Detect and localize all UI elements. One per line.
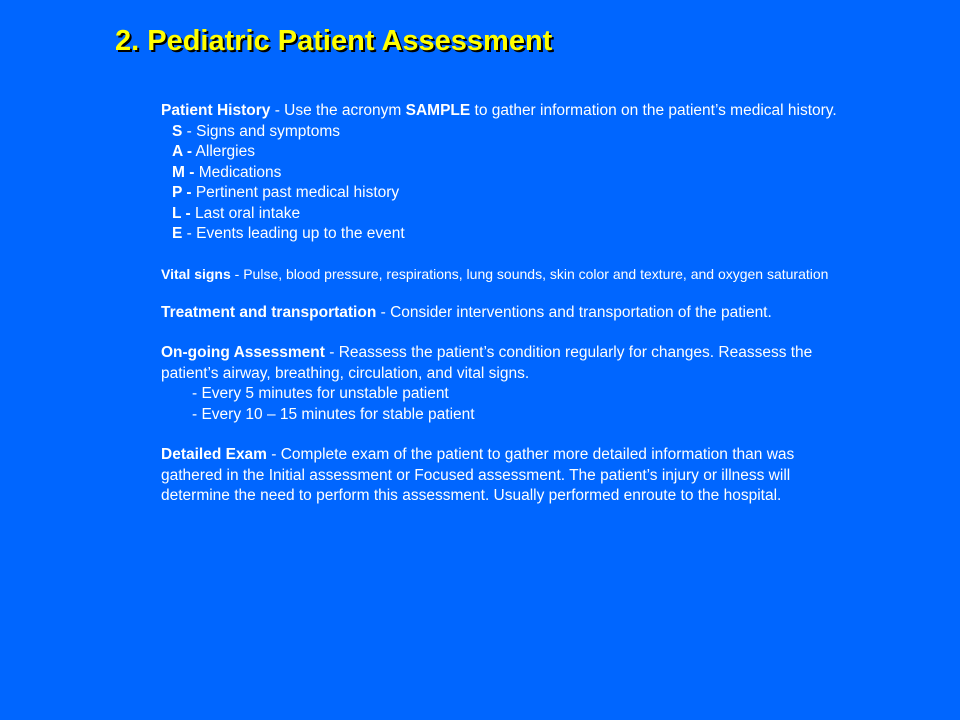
sample-item-m <box>172 163 856 184</box>
sample-sep: - <box>182 122 197 140</box>
treatment-text: - Consider interventions and transportation of the patient. <box>376 303 772 321</box>
sample-letter: L - <box>172 204 191 222</box>
sample-text: Events leading up to the event <box>196 225 405 242</box>
ongoing-item-stable: - Every 10 – 15 minutes for stable patient <box>192 405 475 423</box>
ongoing-assessment-list <box>161 384 856 425</box>
sample-letter: P - <box>172 184 192 201</box>
slide-title: 2. Pediatric Patient Assessment <box>115 25 553 57</box>
sample-sep: - <box>182 225 197 242</box>
sample-text: Medications <box>198 163 282 181</box>
sample-item-s <box>172 122 856 143</box>
sample-list <box>161 122 856 245</box>
patient-history-text-after: to gather information on the patient’s medical history. <box>470 102 837 119</box>
detailed-exam-paragraph <box>161 445 856 507</box>
sample-letter: E <box>172 225 183 242</box>
sample-acronym: SAMPLE <box>405 102 471 119</box>
ongoing-assessment-paragraph <box>161 343 856 384</box>
detailed-exam-section <box>161 445 856 507</box>
vital-signs-paragraph <box>161 265 856 283</box>
sample-letter: M - <box>172 163 195 181</box>
sample-letter: A - <box>172 143 193 160</box>
ongoing-item-unstable: - Every 5 minutes for unstable patient <box>192 385 449 402</box>
slide-content <box>161 101 856 527</box>
sample-text: Allergies <box>195 143 255 160</box>
sample-letter: S <box>172 122 183 140</box>
patient-history-intro <box>161 101 856 122</box>
sample-item-a <box>172 142 856 163</box>
treatment-paragraph <box>161 303 856 324</box>
patient-history-heading: Patient History <box>161 102 271 119</box>
vital-signs-heading: Vital signs <box>161 265 231 282</box>
treatment-section <box>161 303 856 324</box>
patient-history-section <box>161 101 856 245</box>
sample-text: Signs and symptoms <box>196 122 340 140</box>
sample-item-p <box>172 183 856 204</box>
sample-item-l <box>172 204 856 225</box>
treatment-heading: Treatment and transportation <box>161 303 377 321</box>
vital-signs-section <box>161 265 856 283</box>
detailed-exam-heading: Detailed Exam <box>161 446 267 463</box>
sample-item-e <box>172 224 856 245</box>
sample-text: Pertinent past medical history <box>195 184 400 201</box>
ongoing-assessment-text: - Reassess the patient’s condition regularly for changes. Reassess the patient’s airway, breathing, circulation, and vital signs. <box>161 344 813 382</box>
ongoing-assessment-heading: On-going Assessment <box>161 344 325 361</box>
patient-history-text-before: - Use the acronym <box>270 102 406 119</box>
ongoing-assessment-section <box>161 343 856 425</box>
sample-text: Last oral intake <box>194 204 301 222</box>
vital-signs-text: - Pulse, blood pressure, respirations, lung sounds, skin color and texture, and oxygen saturation <box>230 265 829 282</box>
detailed-exam-text: - Complete exam of the patient to gather more detailed information than was gathered in the Initial assessment or Focused assessment. The patient’s injury or illness will determine the need to perform this assessment. Usually performed enroute to the hospital. <box>161 446 795 504</box>
